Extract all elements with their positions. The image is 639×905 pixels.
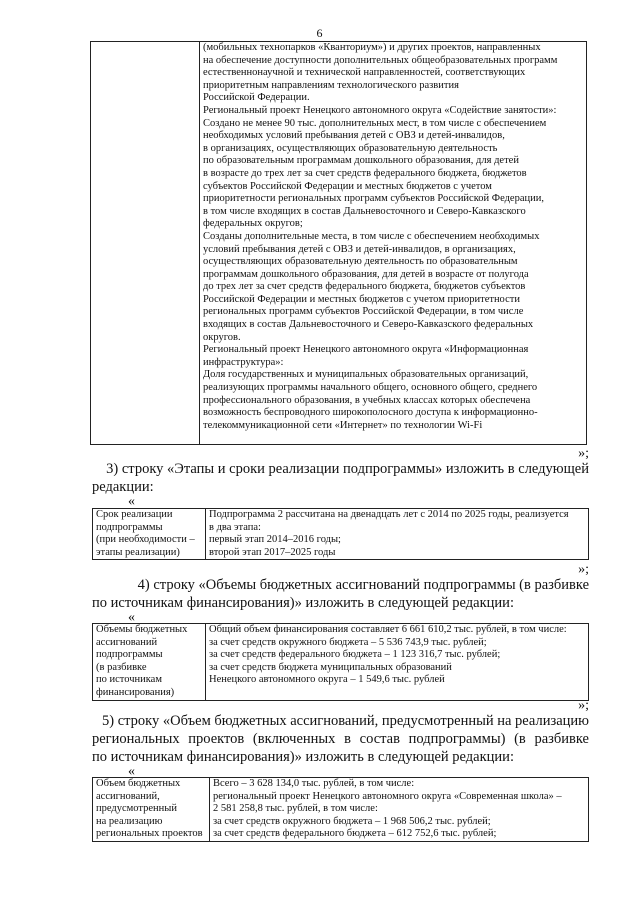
- item5-intro-line3: по источникам финансирования)» изложить в следующей редакции:: [92, 749, 514, 765]
- item3-close-mark: »;: [578, 562, 589, 577]
- continuation-line: округов.: [203, 331, 241, 343]
- item4-label-cell: [93, 624, 206, 701]
- item4-label-line: по источникам: [96, 674, 162, 686]
- continuation-line: региональных программ субъектов Российской Федерации, в том числе: [203, 306, 524, 318]
- continuation-line: естественнонаучной и технической направленностей, соответствующих: [203, 67, 526, 79]
- item3-table: [92, 508, 589, 560]
- item5-label-line: Объем бюджетных: [96, 778, 181, 789]
- item3-value-line: первый этап 2014–2016 годы;: [209, 534, 341, 546]
- continuation-line: осуществляющих образовательную деятельность по образовательным: [203, 256, 518, 268]
- item4-label-line: (в разбивке: [96, 661, 147, 673]
- item5-label-cell: [93, 778, 210, 842]
- continuation-line: профессионального образования, в учебных классах которых обеспечена: [203, 394, 531, 406]
- continuation-line: по образовательным программам дошкольного образования, для детей: [203, 155, 519, 167]
- item4-table: [92, 623, 589, 701]
- continuation-line: реализующих программы начального общего, основного общего, среднего: [203, 382, 538, 394]
- item4-value-cell: [206, 624, 589, 701]
- continuation-line: Доля государственных и муниципальных образовательных организаций,: [203, 369, 529, 381]
- item5-open-mark: «: [128, 764, 135, 779]
- item4-value-line: за счет средств окружного бюджета – 5 536 743,9 тыс. рублей;: [209, 636, 487, 648]
- item5-intro-line2: региональных проектов (включенных в состав подпрограммы) (в разбивке: [92, 731, 589, 747]
- block1-close-mark: »;: [578, 446, 589, 461]
- item3-value-line: второй этап 2017–2025 годы: [209, 546, 336, 558]
- item4-value-line: Общий объем финансирования составляет 6 661 610,2 тыс. рублей, в том числе:: [209, 624, 567, 635]
- continuation-line: условий пребывания детей с ОВЗ и детей-инвалидов, в организациях,: [203, 243, 516, 255]
- continuation-line: Созданы дополнительные места, в том числе с обеспечением необходимых: [203, 230, 540, 242]
- continuation-line: возможность беспроводного широкополосного доступа к информационно-: [203, 407, 538, 419]
- continuation-line: субъектов Российской Федерации и местных бюджетов с учетом: [203, 180, 492, 192]
- continuation-table: [90, 41, 587, 445]
- item3-label-line: подпрограммы: [96, 521, 163, 533]
- item4-close-mark: »;: [578, 698, 589, 713]
- continuation-line: на обеспечение доступности дополнительных общеобразовательных программ: [203, 54, 558, 66]
- continuation-line: приоритетности региональных программ субъектов Российской Федерации,: [203, 193, 544, 205]
- item3-value-cell: [206, 509, 589, 560]
- continuation-line: (мобильных технопарков «Кванториум») и других проектов, направленных: [203, 42, 541, 53]
- page-number: 6: [316, 26, 323, 40]
- continuation-line: в том числе входящих в состав Дальневосточного и Северо-Кавказского: [203, 205, 526, 217]
- item3-label-cell: [93, 509, 206, 560]
- item3-label-line: (при необходимости –: [96, 534, 195, 546]
- continuation-line: до трех лет за счет средств федерального бюджета, бюджетов субъектов: [203, 281, 526, 293]
- item5-value-line: 2 581 258,8 тыс. рублей, в том числе:: [213, 803, 378, 815]
- item4-value-line: за счет средств бюджета муниципальных образований: [209, 661, 452, 673]
- item4-label-line: подпрограммы: [96, 649, 163, 661]
- item5-label-line: на реализацию: [96, 815, 163, 827]
- continuation-line: Создано не менее 90 тыс. дополнительных мест, в том числе с обеспечением: [203, 117, 547, 129]
- item3-label-line: этапы реализации): [96, 546, 180, 558]
- item3-label-line: Срок реализации: [96, 509, 173, 520]
- continuation-left-cell: [91, 42, 200, 445]
- item5-label-line: предусмотренный: [96, 803, 177, 815]
- item3-value-line: в два этапа:: [209, 521, 261, 533]
- item3-intro-line2: редакции:: [92, 479, 154, 495]
- item4-value-line: за счет средств федерального бюджета – 1 123 316,7 тыс. рублей;: [209, 649, 501, 661]
- continuation-line: Российской Федерации.: [203, 92, 310, 104]
- item3-open-mark: «: [128, 494, 135, 509]
- continuation-line: Региональный проект Ненецкого автономного округа «Информационная: [203, 344, 529, 356]
- continuation-line: Региональный проект Ненецкого автономного округа «Содействие занятости»:: [203, 104, 557, 116]
- item5-table: [92, 777, 589, 842]
- item4-label-line: Объемы бюджетных: [96, 624, 188, 635]
- item5-value-line: Всего – 3 628 134,0 тыс. рублей, в том числе:: [213, 778, 415, 789]
- item5-intro-line1: 5) строку «Объем бюджетных ассигнований, предусмотренный на реализацию: [102, 713, 589, 729]
- continuation-line: инфраструктура»:: [203, 356, 284, 368]
- item3-intro-line1: 3) строку «Этапы и сроки реализации подпрограммы» изложить в следующей: [106, 461, 589, 477]
- item5-label-line: региональных проектов: [96, 828, 203, 840]
- item4-value-line: Ненецкого автономного округа – 1 549,6 тыс. рублей: [209, 674, 445, 686]
- continuation-line: в организациях, осуществляющих образовательную деятельность: [203, 142, 498, 154]
- continuation-text-cell: [200, 42, 587, 445]
- item4-intro-line2: по источникам финансирования)» изложить в следующей редакции:: [92, 595, 514, 611]
- continuation-line: телекоммуникационной сети «Интернет» по технологии Wi-Fi: [203, 419, 483, 431]
- item5-value-line: за счет средств федерального бюджета – 612 752,6 тыс. рублей;: [213, 828, 497, 840]
- item5-value-line: за счет средств окружного бюджета – 1 968 506,2 тыс. рублей;: [213, 815, 491, 827]
- item4-label-line: ассигнований: [96, 636, 158, 648]
- item5-label-line: ассигнований,: [96, 790, 160, 802]
- item5-value-cell: [210, 778, 589, 842]
- continuation-line: входящих в состав Дальневосточного и Северо-Кавказского федеральных: [203, 319, 534, 331]
- continuation-line: необходимых условий пребывания детей с ОВЗ и детей-инвалидов,: [203, 130, 505, 142]
- continuation-text: [203, 42, 583, 432]
- continuation-line: программам дошкольного образования, для детей в возрасте от полугода: [203, 268, 529, 280]
- item5-value-line: региональный проект Ненецкого автономного округа «Современная школа» –: [213, 790, 562, 802]
- item4-open-mark: «: [128, 610, 135, 625]
- continuation-line: приоритетным направлениям технологического развития: [203, 79, 459, 91]
- continuation-line: федеральных округов;: [203, 218, 303, 230]
- item4-intro-line1: 4) строку «Объемы бюджетных ассигнований подпрограммы (в разбивке: [137, 577, 589, 593]
- continuation-line: в возрасте до трех лет за счет средств федерального бюджета, бюджетов: [203, 167, 527, 179]
- continuation-line: Российской Федерации и местных бюджетов с учетом приоритетности: [203, 293, 520, 305]
- item3-value-line: Подпрограмма 2 рассчитана на двенадцать лет с 2014 по 2025 годы, реализуется: [209, 509, 569, 520]
- item4-label-line: финансирования): [96, 686, 175, 698]
